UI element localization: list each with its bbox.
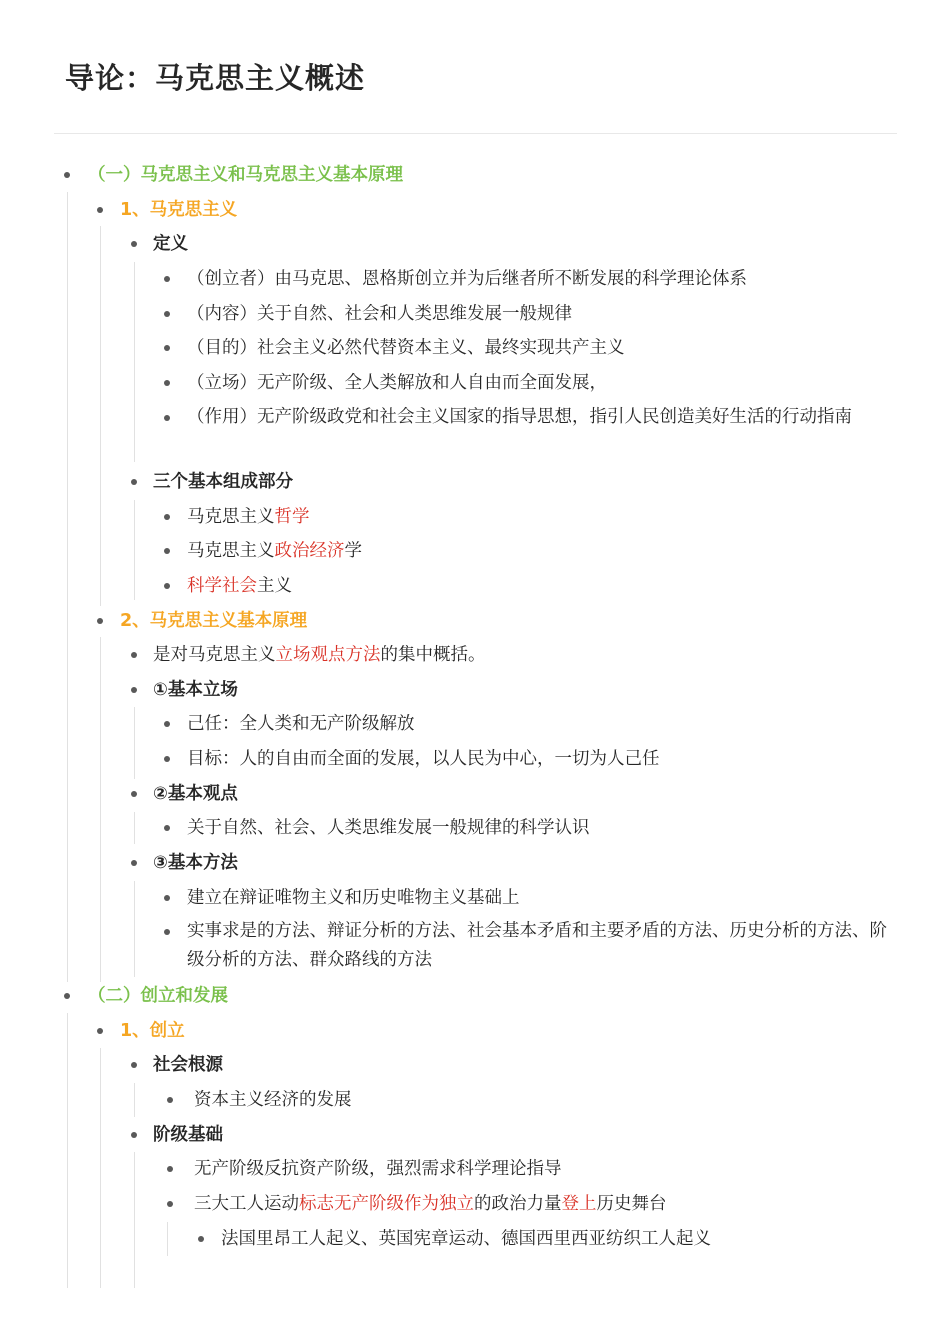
text-segment: 三大工人运动 bbox=[194, 1194, 299, 1214]
text-segment: 的集中概括。 bbox=[380, 645, 486, 665]
bullet bbox=[164, 276, 170, 282]
text-segment: 是对马克思主义 bbox=[153, 645, 276, 665]
list-item[interactable] bbox=[187, 571, 292, 601]
bullet bbox=[164, 929, 170, 935]
bullet bbox=[164, 345, 170, 351]
bullet bbox=[131, 860, 137, 866]
text-segment: 的政治力量 bbox=[474, 1194, 562, 1214]
topic-heading[interactable]: ①基本立场 bbox=[153, 680, 238, 700]
indent-guide bbox=[134, 1083, 135, 1117]
list-item[interactable]: 己任：全人类和无产阶级解放 bbox=[187, 714, 415, 734]
topic-heading[interactable]: ③基本方法 bbox=[153, 853, 238, 873]
indent-guide bbox=[134, 1152, 135, 1288]
highlight-text: 登上 bbox=[561, 1194, 597, 1214]
bullet bbox=[131, 479, 137, 485]
indent-guide bbox=[167, 1222, 168, 1256]
list-item[interactable] bbox=[153, 640, 486, 670]
list-item[interactable] bbox=[187, 502, 310, 532]
bullet bbox=[164, 415, 170, 421]
highlight-text: 哲学 bbox=[274, 507, 310, 527]
bullet bbox=[164, 380, 170, 386]
list-item[interactable]: （立场）无产阶级、全人类解放和人自由而全面发展， bbox=[187, 373, 607, 393]
bullet bbox=[164, 895, 170, 901]
indent-guide bbox=[67, 1013, 68, 1288]
highlight-text: 标志无产阶级作为独立 bbox=[299, 1194, 474, 1214]
bullet bbox=[131, 791, 137, 797]
bullet bbox=[167, 1097, 173, 1103]
list-item[interactable]: （创立者）由马克思、恩格斯创立并为后继者所不断发展的科学理论体系 bbox=[187, 269, 747, 289]
bullet bbox=[164, 721, 170, 727]
indent-guide bbox=[134, 262, 135, 462]
bullet bbox=[167, 1166, 173, 1172]
subsection-heading[interactable]: 2、马克思主义基本原理 bbox=[120, 611, 308, 631]
topic-heading[interactable]: 阶级基础 bbox=[153, 1125, 223, 1145]
list-item[interactable]: （作用）无产阶级政党和社会主义国家的指导思想，指引人民创造美好生活的行动指南 bbox=[187, 407, 852, 427]
bullet bbox=[164, 825, 170, 831]
subsection-heading[interactable]: 1、马克思主义 bbox=[120, 200, 238, 220]
list-item[interactable]: （目的）社会主义必然代替资本主义、最终实现共产主义 bbox=[187, 338, 625, 358]
indent-guide bbox=[67, 192, 68, 982]
bullet bbox=[164, 311, 170, 317]
indent-guide bbox=[134, 812, 135, 844]
bullet bbox=[97, 207, 103, 213]
indent-guide bbox=[100, 637, 101, 982]
indent-guide bbox=[134, 881, 135, 977]
indent-guide bbox=[134, 707, 135, 779]
bullet bbox=[64, 993, 70, 999]
bullet bbox=[131, 241, 137, 247]
list-item[interactable]: 资本主义经济的发展 bbox=[194, 1090, 352, 1110]
list-item[interactable] bbox=[194, 1189, 667, 1219]
text-segment: 主义 bbox=[257, 576, 292, 596]
indent-guide bbox=[134, 500, 135, 600]
topic-heading[interactable]: 三个基本组成部分 bbox=[153, 472, 293, 492]
bullet bbox=[97, 1028, 103, 1034]
bullet bbox=[167, 1201, 173, 1207]
highlight-text: 立场观点方法 bbox=[275, 645, 381, 665]
bullet bbox=[164, 583, 170, 589]
bullet bbox=[131, 687, 137, 693]
bullet bbox=[164, 548, 170, 554]
indent-guide bbox=[100, 226, 101, 606]
list-item[interactable]: 无产阶级反抗资产阶级，强烈需求科学理论指导 bbox=[194, 1159, 562, 1179]
bullet bbox=[164, 756, 170, 762]
bullet bbox=[97, 618, 103, 624]
text-segment: 学 bbox=[344, 541, 362, 561]
bullet bbox=[164, 514, 170, 520]
subsection-heading[interactable]: 1、创立 bbox=[120, 1021, 185, 1041]
title-divider bbox=[54, 133, 897, 134]
page-title: 导论：马克思主义概述 bbox=[65, 61, 366, 95]
list-item[interactable] bbox=[187, 536, 362, 566]
list-item[interactable]: 建立在辩证唯物主义和历史唯物主义基础上 bbox=[187, 888, 520, 908]
text-segment: 马克思主义 bbox=[187, 541, 275, 561]
section-heading[interactable]: （二）创立和发展 bbox=[88, 986, 228, 1006]
text-segment: 历史舞台 bbox=[596, 1194, 667, 1214]
list-item[interactable]: 目标：人的自由而全面的发展，以人民为中心，一切为人己任 bbox=[187, 749, 660, 769]
highlight-text: 政治经济 bbox=[274, 541, 345, 561]
bullet bbox=[131, 652, 137, 658]
highlight-text: 科学社会 bbox=[187, 576, 257, 596]
topic-heading[interactable]: ②基本观点 bbox=[153, 784, 238, 804]
list-item[interactable]: 关于自然、社会、人类思维发展一般规律的科学认识 bbox=[187, 818, 590, 838]
text-segment: 马克思主义 bbox=[187, 507, 275, 527]
list-item[interactable]: 实事求是的方法、辩证分析的方法、社会基本矛盾和主要矛盾的方法、历史分析的方法、阶级分析的方法、群众路线的方法 bbox=[187, 921, 887, 970]
bullet bbox=[198, 1236, 204, 1242]
bullet bbox=[131, 1062, 137, 1068]
topic-heading[interactable]: 定义 bbox=[153, 234, 188, 254]
indent-guide bbox=[100, 1048, 101, 1288]
section-heading[interactable]: （一）马克思主义和马克思主义基本原理 bbox=[88, 165, 403, 185]
list-item[interactable]: （内容）关于自然、社会和人类思维发展一般规律 bbox=[187, 304, 572, 324]
bullet bbox=[131, 1132, 137, 1138]
bullet bbox=[64, 172, 70, 178]
topic-heading[interactable]: 社会根源 bbox=[153, 1055, 223, 1075]
list-item[interactable]: 法国里昂工人起义、英国宪章运动、德国西里西亚纺织工人起义 bbox=[221, 1229, 711, 1249]
